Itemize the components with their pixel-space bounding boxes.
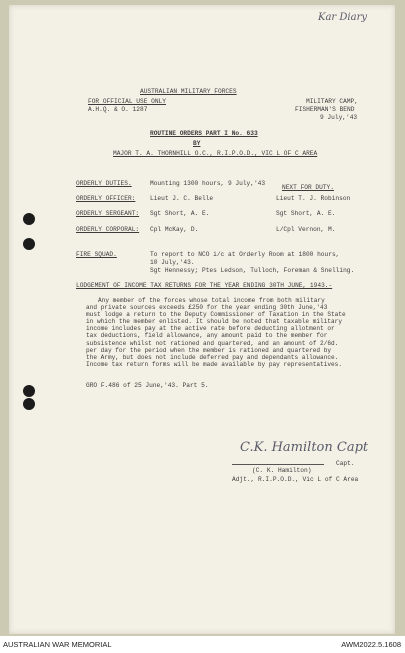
reference-number: A.H.Q. & O. 1287 (88, 106, 148, 113)
paragraph-line: and private sources exceeds £250 for the year ending 30th June,'43 (86, 304, 328, 312)
signatory-name: (C. K. Hamilton) (252, 467, 312, 474)
signatory-title: Adjt., R.I.P.O.D., Vic L of C Area (232, 476, 359, 483)
income-tax-paragraph (86, 297, 362, 368)
location-line1: MILITARY CAMP, (306, 98, 358, 105)
orderly-corporal-label: ORDERLY CORPORAL: (76, 226, 140, 233)
punch-hole (23, 385, 35, 397)
fire-squad-label: FIRE SQUAD. (76, 251, 117, 258)
handwritten-signature: C.K. Hamilton Capt (240, 440, 369, 455)
next-for-duty-label: NEXT FOR DUTY. (282, 184, 334, 191)
signatory-rank: Capt. (336, 460, 355, 467)
orderly-corporal-current: Cpl McKay, D. (150, 226, 199, 233)
punch-hole (23, 213, 35, 225)
paragraph-line: in which the member enlisted. It should be noted that taxable military (86, 318, 342, 326)
orderly-sergeant-label: ORDERLY SERGEANT: (76, 210, 140, 217)
handwritten-note: Kar Diary (318, 12, 367, 23)
orderly-duties-label: ORDERLY DUTIES. (76, 180, 132, 187)
footer-source: AUSTRALIAN WAR MEMORIAL (3, 640, 112, 649)
fire-squad-line3: Sgt Hennessy; Ptes Ledson, Tulloch, Foreman & Snelling. (150, 267, 355, 274)
punch-hole (23, 238, 35, 250)
fire-squad-line2: 10 July,'43. (150, 259, 195, 266)
orderly-sergeant-current: Sgt Short, A. E. (150, 210, 210, 217)
paragraph-line: Any member of the forces whose total income from both military (98, 297, 325, 304)
by-line: BY (193, 140, 201, 147)
orders-title: ROUTINE ORDERS PART I No. 633 (150, 130, 258, 137)
orderly-officer-next: Lieut T. J. Robinson (276, 195, 351, 202)
paragraph-line: subsistence whilst not rationed and quartered, and an amount of 2/6d. (86, 339, 339, 347)
paragraph-line: Income tax return forms will be made available by pay representatives. (86, 360, 342, 368)
paragraph-line: per day for the period when the member is rationed and quartered by (86, 346, 332, 354)
gro-reference: GRO F.486 of 25 June,'43. Part 5. (86, 382, 209, 389)
location-line2: FISHERMAN'S BEND (295, 106, 355, 113)
punch-hole (23, 398, 35, 410)
mounting-time: Mounting 1300 hours, 9 July,'43 (150, 180, 266, 187)
paragraph-line: the Army, but does not include deferred pay and dependants allowance. (86, 353, 339, 361)
paragraph-line: tax deductions, field allowance, any amount paid to the member for (86, 332, 328, 340)
official-use-label: FOR OFFICIAL USE ONLY (88, 98, 166, 105)
paragraph-line: must lodge a return to the Deputy Commissioner of Taxation in the State (86, 311, 346, 319)
footer-bar (0, 636, 405, 653)
header-title: AUSTRALIAN MILITARY FORCES (140, 88, 237, 95)
lodgement-heading: LODGEMENT OF INCOME TAX RETURNS FOR THE YEAR ENDING 30TH JUNE, 1943.- (76, 282, 333, 289)
orderly-officer-current: Lieut J. C. Belle (150, 195, 214, 202)
footer-accession-number: AWM2022.5.1608 (341, 640, 401, 649)
orderly-sergeant-next: Sgt Short, A. E. (276, 210, 336, 217)
orderly-officer-label: ORDERLY OFFICER: (76, 195, 136, 202)
fire-squad-line1: To report to NCO i/c at Orderly Room at 1800 hours, (150, 251, 340, 258)
orderly-corporal-next: L/Cpl Vernon, M. (276, 226, 336, 233)
paragraph-line: income includes pay at the active rate before deducting allotment or (86, 325, 335, 333)
officer-line: MAJOR T. A. THORNHILL O.C., R.I.P.O.D., VIC L OF C AREA (113, 150, 318, 157)
document-date: 9 July,'43 (320, 114, 358, 121)
signature-line (232, 464, 324, 465)
